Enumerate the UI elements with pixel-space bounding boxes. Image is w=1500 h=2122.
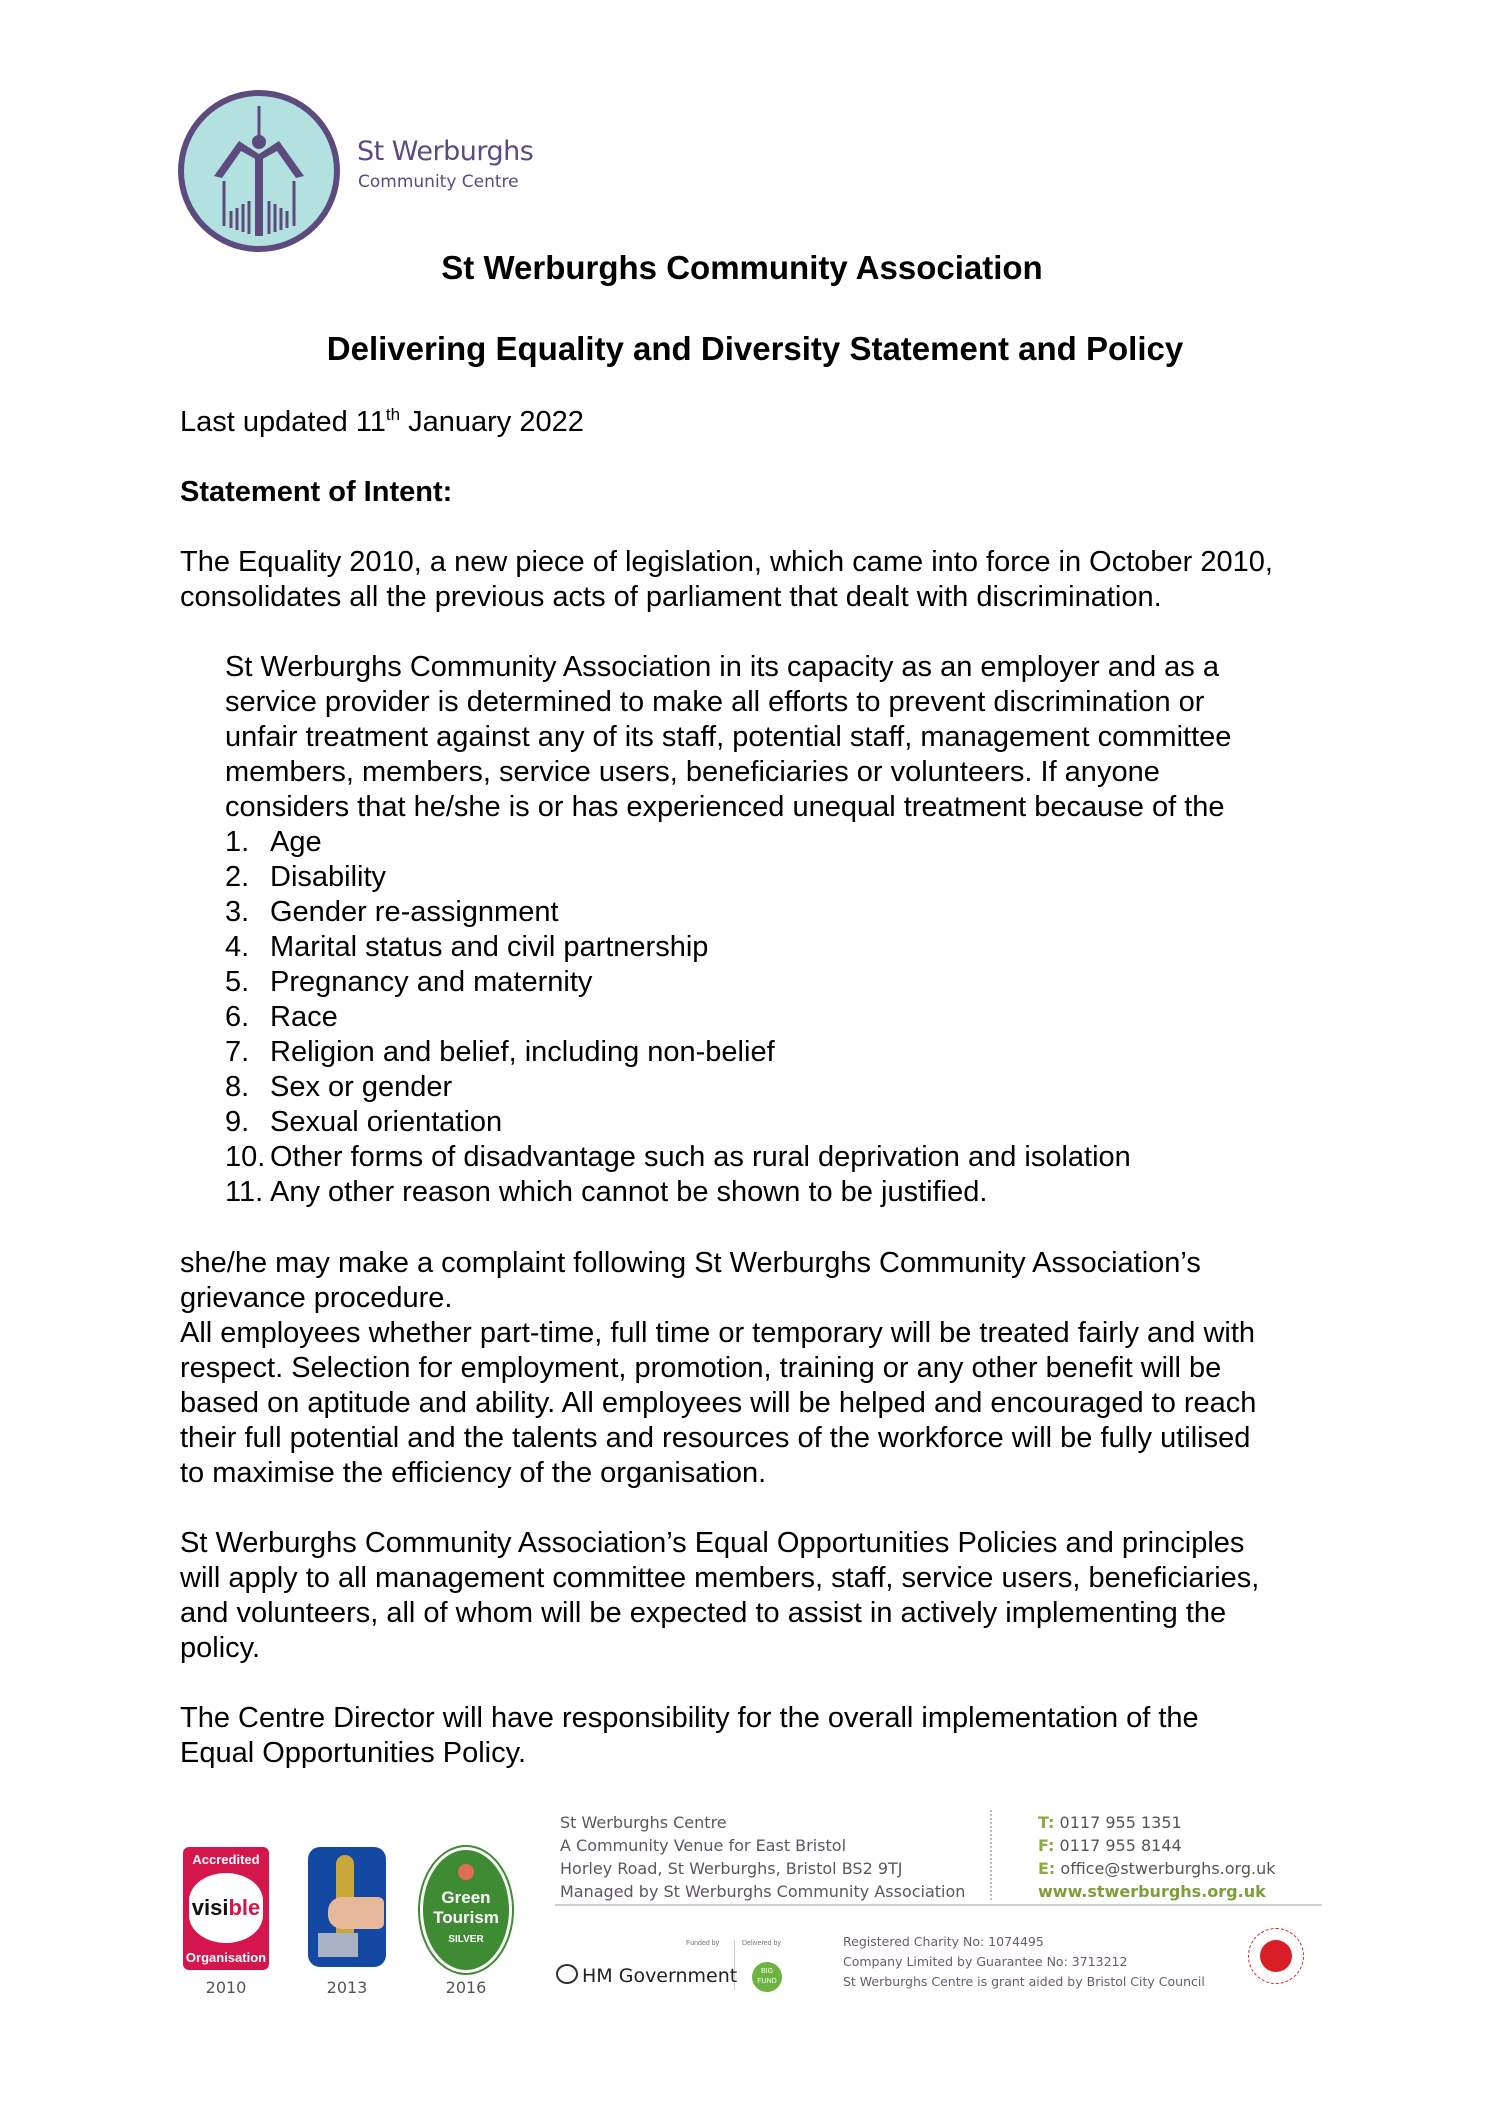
footer-divider <box>555 1904 1322 1906</box>
community-centre-logo-icon <box>178 90 340 252</box>
last-updated <box>180 405 584 440</box>
royal-crest-icon <box>556 1964 578 1984</box>
text-line: policy. <box>180 1632 261 1664</box>
list-text: Pregnancy and maternity <box>270 966 593 998</box>
text-line: based on aptitude and ability. All employees will be helped and encouraged to reach <box>180 1387 1257 1419</box>
registration-line: Registered Charity No: 1074495 <box>843 1934 1044 1949</box>
badge-year: 2013 <box>326 1978 368 1997</box>
list-number: 11. <box>225 1176 264 1208</box>
list-number: 6. <box>225 1001 250 1033</box>
text-line: members, members, service users, beneficiaries or volunteers. If anyone <box>225 756 1160 788</box>
list-item <box>225 860 1131 895</box>
trophy-base <box>318 1933 358 1957</box>
centre-address <box>560 1811 965 1903</box>
funded-by-label: Funded by <box>686 1940 720 1947</box>
green-tourism-badge-icon <box>420 1847 512 1973</box>
text-line: St Werburghs Community Association in its capacity as an employer and as a <box>225 651 1219 683</box>
phone <box>1038 1811 1275 1834</box>
dotted-divider <box>990 1810 992 1900</box>
hand-shape <box>328 1897 384 1929</box>
text-line: unfair treatment against any of its staff, potential staff, management committee <box>225 721 1232 753</box>
list-number: 10. <box>225 1141 266 1173</box>
text-line: their full potential and the talents and resources of the workforce will be fully utilised <box>180 1422 1251 1454</box>
ordinal-suffix: th <box>385 405 401 424</box>
paragraph-grievance-employees <box>180 1246 1256 1491</box>
list-item <box>225 965 1131 1000</box>
list-item <box>225 1070 1131 1105</box>
text-line: Equal Opportunities Policy. <box>180 1737 527 1769</box>
list-text: Age <box>270 826 322 858</box>
email-label: E: <box>1038 1859 1056 1878</box>
badge-year: 2016 <box>445 1978 487 1997</box>
list-number: 1. <box>225 826 250 858</box>
badge-main-a: visi <box>191 1895 229 1920</box>
visible-communities-badge-icon <box>183 1847 269 1970</box>
badge-bottom-text: Organisation <box>185 1950 267 1965</box>
list-item <box>225 1140 1131 1175</box>
list-item <box>225 825 1131 860</box>
list-item <box>225 1105 1131 1140</box>
phone-label: T: <box>1038 1813 1055 1832</box>
list-item <box>225 895 1131 930</box>
text-line: respect. Selection for employment, promotion, training or any other benefit will be <box>180 1352 1222 1384</box>
delivered-by-label: Delivered by <box>742 1940 781 1947</box>
address-line: St Werburghs Centre <box>560 1813 727 1832</box>
badge-main-text <box>183 1895 269 1921</box>
list-number: 9. <box>225 1106 250 1138</box>
phone-value: 0117 955 1351 <box>1054 1813 1182 1832</box>
badge-line3: SILVER <box>448 1934 484 1945</box>
paragraph-equality-act <box>180 545 1273 615</box>
section-heading: Statement of Intent: <box>180 476 453 508</box>
address-line: Horley Road, St Werburghs, Bristol BS2 9TJ <box>560 1859 903 1878</box>
big-fund-logo-icon: BIG FUND <box>752 1962 782 1992</box>
list-number: 3. <box>225 896 250 928</box>
fax-value: 0117 955 8144 <box>1054 1836 1182 1855</box>
logo-subtitle: Community Centre <box>358 172 519 192</box>
email[interactable] <box>1038 1857 1275 1880</box>
text-line: considers that he/she is or has experienced unequal treatment because of the <box>225 791 1225 823</box>
text-line: St Werburghs Community Association’s Equal Opportunities Policies and principles <box>180 1527 1245 1559</box>
list-number: 2. <box>225 861 250 893</box>
registration-details <box>843 1932 1205 1992</box>
bristol-city-council-logo-icon <box>1248 1928 1304 1984</box>
text-line: she/he may make a complaint following St Werburghs Community Association’s <box>180 1247 1201 1279</box>
registration-line: St Werburghs Centre is grant aided by Bristol City Council <box>843 1974 1205 1989</box>
list-number: 7. <box>225 1036 250 1068</box>
organisation-title: St Werburghs Community Association <box>441 249 1043 286</box>
badge-line2: Tourism <box>433 1908 499 1927</box>
text-line: The Centre Director will have responsibility for the overall implementation of the <box>180 1702 1199 1734</box>
badge-line1: Green <box>441 1888 491 1907</box>
address-line: A Community Venue for East Bristol <box>560 1836 847 1855</box>
paragraph-commitment <box>225 650 1231 825</box>
list-item <box>225 1035 1131 1070</box>
list-number: 5. <box>225 966 250 998</box>
council-ship-disc <box>1260 1940 1292 1972</box>
list-text: Sex or gender <box>270 1071 453 1103</box>
list-text: Any other reason which cannot be shown to be justified. <box>270 1176 988 1208</box>
registration-line: Company Limited by Guarantee No: 3713212 <box>843 1954 1128 1969</box>
last-updated-day: Last updated 11 <box>180 406 386 438</box>
fax <box>1038 1834 1275 1857</box>
list-text: Disability <box>270 861 387 893</box>
badge-year: 2010 <box>205 1978 247 1997</box>
list-text: Other forms of disadvantage such as rural deprivation and isolation <box>270 1141 1131 1173</box>
list-text: Race <box>270 1001 338 1033</box>
list-text: Sexual orientation <box>270 1106 503 1138</box>
list-text: Marital status and civil partnership <box>270 931 709 963</box>
paragraph-policy-scope <box>180 1526 1259 1666</box>
award-trophy-icon <box>308 1847 386 1967</box>
fax-label: F: <box>1038 1836 1055 1855</box>
protected-characteristics-list <box>225 825 1131 1210</box>
list-item <box>225 930 1131 965</box>
badge-top-text: Accredited <box>192 1852 260 1867</box>
text-line: service provider is determined to make all efforts to prevent discrimination or <box>225 686 1205 718</box>
building-emblem-icon <box>184 96 334 246</box>
list-number: 8. <box>225 1071 250 1103</box>
logo-name: St Werburghs <box>357 136 534 167</box>
address-line: Managed by St Werburghs Community Association <box>560 1882 966 1901</box>
text-line: The Equality 2010, a new piece of legislation, which came into force in October 2010, <box>180 546 1273 578</box>
list-text: Religion and belief, including non-belief <box>270 1036 775 1068</box>
document-title: Delivering Equality and Diversity Statement and Policy <box>326 330 1184 367</box>
last-updated-month-year: January 2022 <box>400 406 584 438</box>
contact-details <box>1038 1811 1275 1903</box>
hm-government-text: HM Government <box>582 1965 738 1987</box>
text-line: grievance procedure. <box>180 1282 453 1314</box>
list-item <box>225 1000 1131 1035</box>
hm-government-logo <box>556 1964 737 1987</box>
rose-icon <box>458 1864 474 1880</box>
text-line: consolidates all the previous acts of parliament that dealt with discrimination. <box>180 581 1162 613</box>
badge-main-b: ble <box>228 1895 261 1920</box>
paragraph-responsibility <box>180 1701 1199 1771</box>
text-line: All employees whether part-time, full time or temporary will be treated fairly and with <box>180 1317 1256 1349</box>
text-line: to maximise the efficiency of the organisation. <box>180 1457 767 1489</box>
list-text: Gender re-assignment <box>270 896 559 928</box>
text-line: will apply to all management committee members, staff, service users, beneficiaries, <box>180 1562 1260 1594</box>
email-link[interactable]: office@stwerburghs.org.uk <box>1055 1859 1276 1878</box>
list-item <box>225 1175 1131 1210</box>
list-number: 4. <box>225 931 250 963</box>
text-line: and volunteers, all of whom will be expected to assist in actively implementing the <box>180 1597 1227 1629</box>
website-link[interactable]: www.stwerburghs.org.uk <box>1038 1882 1266 1901</box>
